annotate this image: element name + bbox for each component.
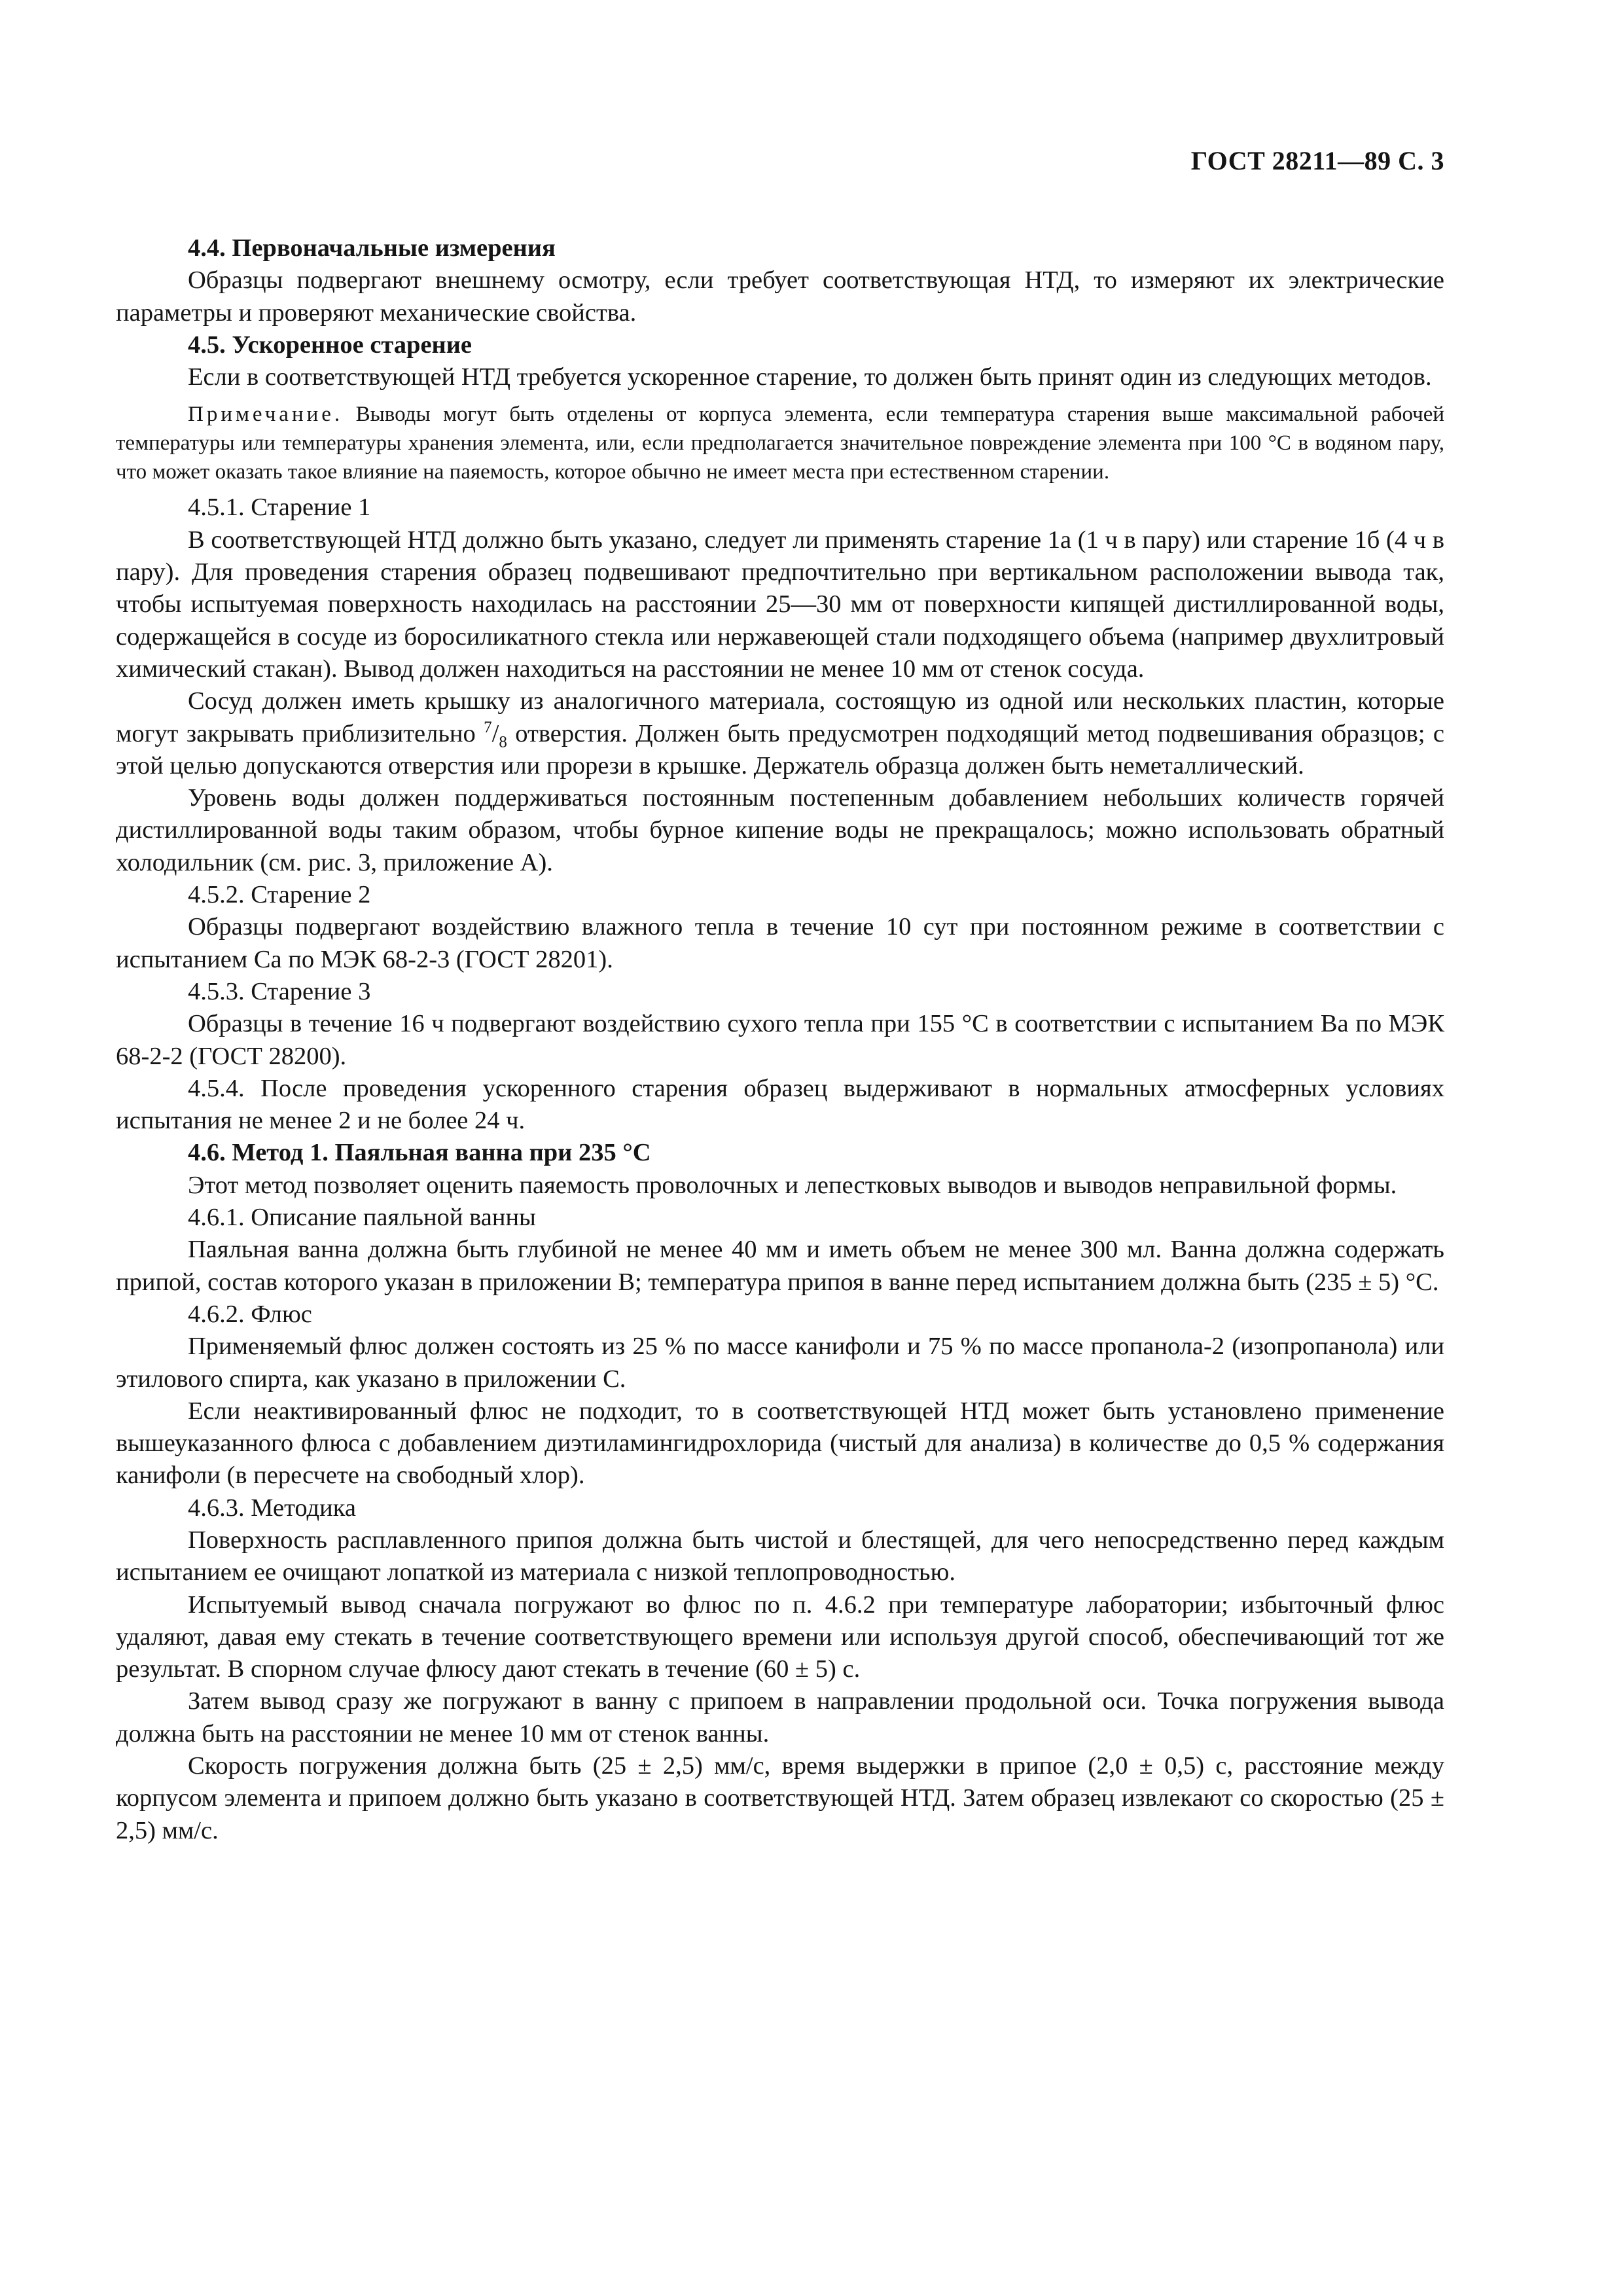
paragraph: Поверхность расплавленного припоя должна быть чистой и блестящей, для чего непосредственно перед каждым испытанием ее очищают лопаткой из материала с низкой теплопроводностью. <box>116 1526 1444 1587</box>
paragraph: Скорость погружения должна быть (25 ± 2,5) мм/с, время выдержки в припое (2,0 ± 0,5) с, расстояние между корпусом элемента и припоем должно быть указано в соответствующей НТД. Затем образец извлекают со скоростью (25 ± 2,5) мм/с. <box>116 1752 1444 1844</box>
paragraph-with-fraction: Сосуд должен иметь крышку из аналогичного материала, состоящую из одной или нескольких пластин, которые могут закрывать приблизительно $^7/_8$ отверстия. Должен быть предусмотрен подходящий метод подвешивания образцов; с этой целью допускаются отверстия или прорези в крышке. Держатель образца должен быть неметаллический. <box>116 687 1445 780</box>
paragraph: Затем вывод сразу же погружают в ванну с припоем в направлении продольной оси. Точка погружения вывода должна быть на расстоянии не менее 10 мм от стенок ванны. <box>116 1687 1444 1748</box>
section-heading-4-5: 4.5. Ускоренное старение <box>188 331 472 359</box>
fraction-denominator: 8 <box>499 733 507 751</box>
page-header: ГОСТ 28211—89 С. 3 <box>1190 146 1444 175</box>
note-label: Примечание. <box>188 403 344 427</box>
subsection-heading-4-6-3: 4.6.3. Методика <box>188 1494 356 1522</box>
paragraph: Испытуемый вывод сначала погружают во флюс по п. 4.6.2 при температуре лаборатории; избыточный флюс удаляют, давая ему стекать в течение соответствующего времени или используя другой способ, обеспечивающий тот же результат. В спорном случае флюсу дают стекать в течение (60 ± 5) с. <box>116 1590 1444 1683</box>
paragraph: Применяемый флюс должен состоять из 25 % по массе канифоли и 75 % по массе пропанола-2 (изопропанола) или этилового спирта, как указано в приложении С. <box>116 1333 1444 1393</box>
paragraph: Если в соответствующей НТД требуется ускоренное старение, то должен быть принят один из следующих методов. <box>188 363 1432 391</box>
section-heading-4-6: 4.6. Метод 1. Паяльная ванна при 235 °С <box>188 1139 651 1167</box>
fraction-text-before: Сосуд должен иметь крышку из аналогичного материала, состоящую из одной или нескольких пластин, которые могут закрывать приблизительно <box>116 687 1444 747</box>
subsection-heading-4-5-3: 4.5.3. Старение 3 <box>188 977 371 1005</box>
paragraph-4-5-4: 4.5.4. После проведения ускоренного старения образец выдерживают в нормальных атмосферных условиях испытания не менее 2 и не более 24 ч. <box>116 1074 1444 1135</box>
fraction-text-after: отверстия. Должен быть предусмотрен подходящий метод подвешивания образцов; с этой целью допускаются отверстия или прорези в крышке. Держатель образца должен быть неметаллический. <box>116 719 1445 780</box>
document-body <box>116 232 1444 1847</box>
paragraph: Образцы подвергают воздействию влажного тепла в течение 10 сут при постоянном режиме в соответствии с испытанием Са по МЭК 68-2-3 (ГОСТ 28201). <box>116 913 1444 973</box>
document-page <box>116 0 1444 2296</box>
paragraph: Уровень воды должен поддерживаться постоянным постепенным добавлением небольших количеств горячей дистиллированной воды таким образом, чтобы бурное кипение воды не прекращалось; можно использовать обратный холодильник (см. рис. 3, приложение А). <box>116 784 1444 876</box>
paragraph: Если неактивированный флюс не подходит, то в соответствующей НТД может быть установлено применение вышеуказанного флюса с добавлением диэтиламингидрохлорида (чистый для анализа) в количестве до 0,5 % содержания канифоли (в пересчете на свободный хлор). <box>116 1397 1444 1490</box>
note-text: Выводы могут быть отделены от корпуса элемента, если температура старения выше максимальной рабочей температуры или температуры хранения элемента, или, если предполагается значительное повреждение элемента при 100 °С в водяном пару, что может оказать такое влияние на паяемость, которое обычно не имеет места при естественном старении. <box>116 403 1444 484</box>
note-paragraph <box>116 400 1444 486</box>
paragraph: Паяльная ванна должна быть глубиной не менее 40 мм и иметь объем не менее 300 мл. Ванна должна содержать припой, состав которого указан в приложении В; температура припоя в ванне перед испытанием должна быть (235 ± 5) °С. <box>116 1236 1444 1296</box>
paragraph: Образцы в течение 16 ч подвергают воздействию сухого тепла при 155 °С в соответствии с испытанием Ва по МЭК 68-2-2 (ГОСТ 28200). <box>116 1010 1444 1070</box>
subsection-heading-4-5-1: 4.5.1. Старение 1 <box>188 493 371 522</box>
subsection-heading-4-6-1: 4.6.1. Описание паяльной ванны <box>188 1204 536 1232</box>
subsection-heading-4-5-2: 4.5.2. Старение 2 <box>188 881 371 909</box>
paragraph: Образцы подвергают внешнему осмотру, если требует соответствующая НТД, то измеряют их электрические параметры и проверяют механические свойства. <box>116 266 1444 327</box>
subsection-heading-4-6-2: 4.6.2. Флюс <box>188 1300 312 1328</box>
paragraph: Этот метод позволяет оценить паяемость проволочных и лепестковых выводов и выводов неправильной формы. <box>188 1171 1397 1199</box>
paragraph: В соответствующей НТД должно быть указано, следует ли применять старение 1а (1 ч в пару) или старение 1б (4 ч в пару). Для проведения старения образец подвешивают предпочтительно при вертикальном расположении вывода так, чтобы испытуемая поверхность находилась на расстоянии 25—30 мм от поверхности кипящей дистиллированной воды, содержащейся в сосуде из боросиликатного стекла или нержавеющей стали подходящего объема (например двухлитровый химический стакан). Вывод должен находиться на расстоянии не менее 10 мм от стенок сосуда. <box>116 526 1444 683</box>
fraction-numerator: 7 <box>484 718 492 736</box>
section-heading-4-4: 4.4. Первоначальные измерения <box>188 234 556 262</box>
